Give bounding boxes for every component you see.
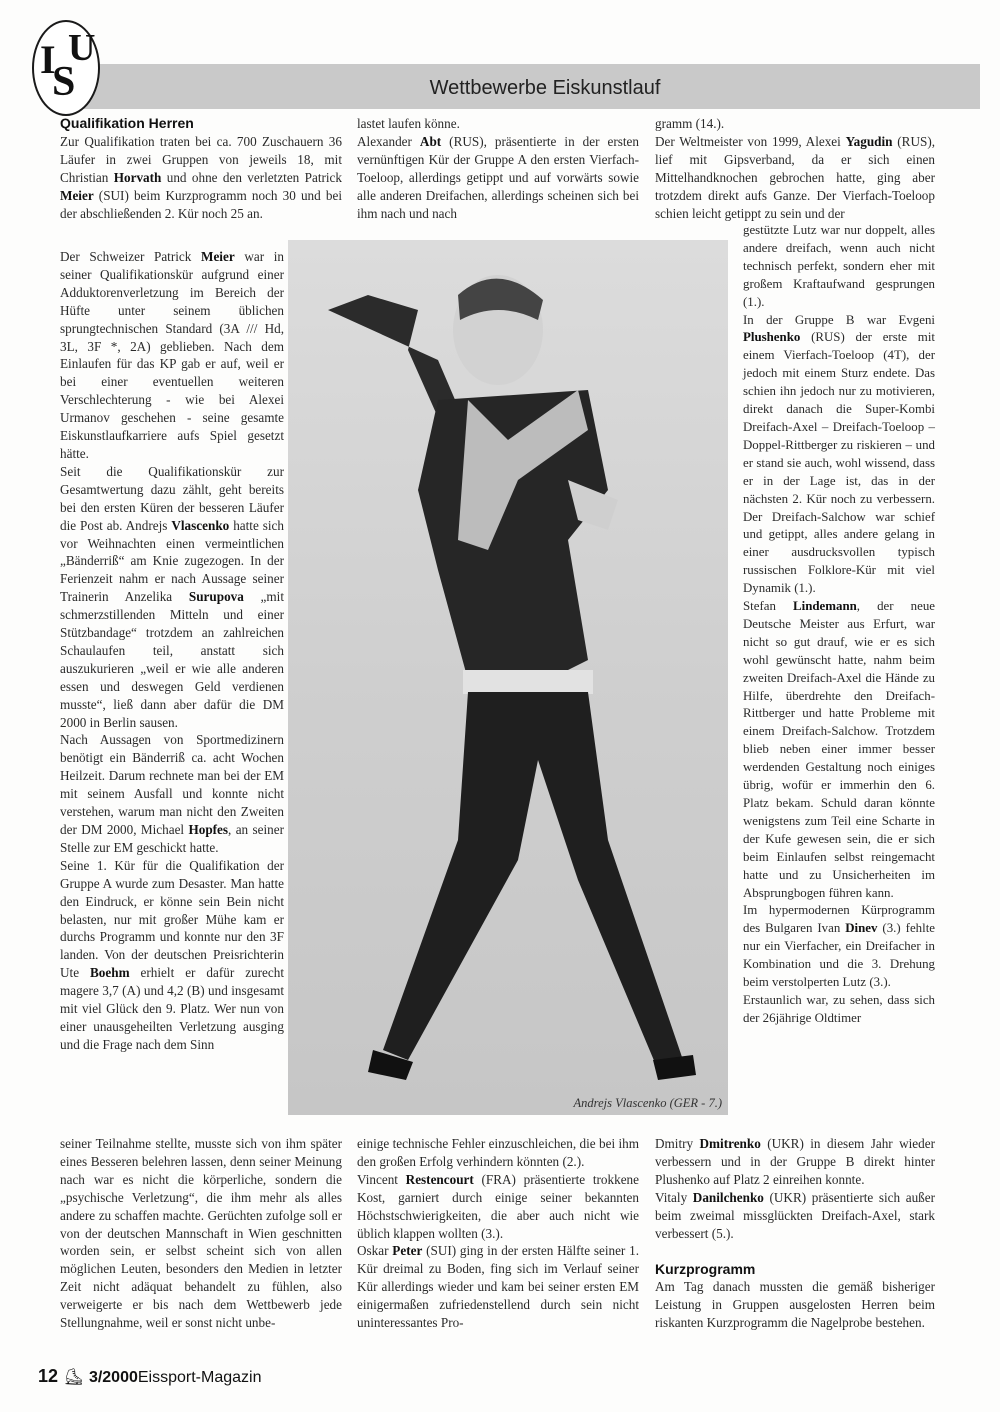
section-banner (80, 64, 980, 109)
paragraph-intro: Zur Qualifikation traten bei ca. 700 Zuschauern 36 Läufer in zwei Gruppen von jeweils 18, mit Christian Horvath und ohne den verletzten Patrick Meier (SUI) beim Kurzprogramm noch 30 und bei der abschließenden 2. Kür noch 25 an. (60, 134, 343, 221)
heading-kurzprogramm: Kurzprogramm (655, 1261, 756, 1278)
skater-photo (288, 240, 728, 1115)
column-2-bottom: einige technische Fehler einzuschleichen, die bei ihm den großen Erfolg verhindern könnten (2.). Vincent Restencourt (FRA) präsentierte trokkene Kost, garniert durch einige seiner bekannten Höchstschwierigkeiten, die aber auch nicht wie üblich klappen wollten (3.). Oskar Peter (SUI) ging in der ersten Hälfte seiner 1. Kür dreimal zu Boden, fing sich im Verlauf seiner Kür allerdings wieder und kam bei seiner ersten EM einigermaßen zufriedenstellend durch sein nicht uninteressantes Pro- (357, 1136, 640, 1331)
column-3-narrow: gestützte Lutz war nur doppelt, alles andere dreifach, wenn auch nicht technisch perfekt, sondern eher mit großem Kraftaufwand gesprungen (1.). In der Gruppe B war Evgeni Plushenko (RUS) der erste mit einem Vierfach-Toeloop (4T), der jedoch mit einem Sturz endete. Das schien ihn jedoch nur zu motivieren, direkt danach die Super-Kombi Dreifach-Axel – Dreifach-Toeloop – Doppel-Rittberger zu riskieren – und er stand sie auch, wohl wissend, dass er in der Lage ist, das in der nächsten 2. Kür noch zu verbessern. Der Dreifach-Salchow war schief und getippt, alles andere gelang in einer ausdrucksvollen typisch russischen Folklore-Kür mit viel Dynamik (1.). Stefan Lindemann, der neue Deutsche Meister aus Erfurt, war nicht so gut drauf, wie er es sich wohl gewünscht hatte, nahm beim zweiten Dreifach-Axel die Hände zu Hilfe, überdrehte den Dreifach-Rittberger und hatte Probleme mit einem Dreifach-Salchow. Trotzdem blieb neben einer immer besser werdenden Gestaltung noch einiges übrig, wofür er immerhin den 6. Platz bekam. Schuld daran könnte wenigstens zum Teil eine Scharte in der Kufe gewesen sein, die er sich beim Einlaufen selbst reingemacht hatte und zu Unsicherheiten im Absprungbogen führen kann. Im hypermodernen Kürprogramm des Bulgaren Ivan Dinev (3.) fehlte nur ein Vierfacher, ein Dreifacher in Kombination und die 3. Drehung beim verstolperten Lutz (3.). Erstaunlich war, zu sehen, dass sich der 26jährige Oldtimer (743, 223, 935, 1025)
column-3-top: gramm (14.). Der Weltmeister von 1999, Alexei Yagudin (RUS), lief mit Gipsverband, da er sich einen Mittelhandknochen gebrochen hatte, ging aber trotzdem direkt aufs Ganze. Der Vierfach-Toeloop schien leicht getippt zu sein und der (655, 116, 936, 221)
paragraph: Der Schweizer Patrick Meier war in seiner Qualifikationskür aufgrund einer Adduktorenverletzung im Bereich der Hüfte unter seinem üblichen sprungtechnischen Standard (3A /// Hd, 3L, 3F *, 2A) geblieben. Nach dem Einlaufen für das KP gab er auf, weil er bei einer eventuellen weiteren Verschlechterung - wie bei Alexei Urmanov geschehen - seine gesamte Eiskunstlaufkarriere aufs Spiel gesetzt hätte. (60, 249, 284, 461)
isu-logo (32, 20, 100, 116)
column-1-top (60, 115, 282, 132)
paragraph: Nach Aussagen von Sportmedizinern benötigt ein Bänderriß ca. acht Wochen Heilzeit. Darum rechnete man bei der EM mit seinem Ausfall und konnte nicht verstehen, warum man nicht den Zweiten der DM 2000, Michael Hopfes, an seiner Stelle zur EM geschickt hatte. (60, 732, 285, 855)
column-1-narrow (60, 248, 284, 1054)
page-number: 12 (38, 1366, 59, 1386)
magazine-name: Eissport-Magazin (137, 1369, 262, 1386)
paragraph: Seit die Qualifikationskür zur Gesamtwertung dazu zählt, geht bereits bei den ersten Küren der besseren Läufer die Post ab. Andrejs Vlascenko hatte sich vor Weihnachten einen vermeintlichen „Bänderriß“ am Knie zugezogen. In der Ferienzeit nahm er nach Aussage seiner Trainerin Anzelika Surupova „mit schmerzstillenden Mitteln und einer Stützbandage“ trotzdem an zahlreichen Schaulaufen teil, anstatt sich auszukurieren „weil er wie alle anderen essen und deswegen Geld verdienen musste“, ließ dann aber dafür die DM 2000 in Berlin sausen. (60, 463, 284, 730)
paragraph: Seine 1. Kür für die Qualifikation der Gruppe A wurde zum Desaster. Man hatte den Eindruck, er könne sein Bein nicht belasten, nur mit großer Mühe kam er durchs Programm und konnte nur den 3F landen. Von der deutschen Preisrichterin Ute Boehm erhielt er dafür zurecht magere 3,7 (A) und 4,2 (B) und insgesamt mit viel Glück den 9. Platz. Wer nun von einer unausgeheilten Verletzung ausging und die Frage nach dem Sinn (60, 857, 284, 1052)
logo-letter: S (52, 59, 76, 105)
skater-figure (288, 240, 728, 1115)
issue-number: 3/2000 (88, 1369, 138, 1386)
section-title: Wettbewerbe Eiskunstlauf (429, 77, 661, 99)
logo-letter: I (40, 37, 56, 82)
column-2-top: lastet laufen könne. Alexander Abt (RUS), präsentierte in der ersten vernünftigen Kür der Gruppe A den ersten Vierfach-Toeloop, allerdings getippt und auf vorwärts sowie alle anderen Dreifachen, allerdings scheinen sich bei ihm nach und nach (357, 116, 639, 221)
logo-letter: U (68, 27, 96, 69)
photo-caption: Andrejs Vlascenko (GER - 7.) (573, 1096, 722, 1110)
page-footer (38, 1366, 261, 1387)
column-1-bottom: seiner Teilnahme stellte, musste sich von ihm später eines Besseren belehren lassen, denn seiner Meinung nach war es nicht die körperliche, sondern die „psychische Verletzung“, die ihm mehr als alles andere zu schaffen machte. Gerüchten zufolge soll er von der deutschen Mannschaft in Wien geschnitten worden sein, er selbst scheint sich von allen möglichen Leuten, besonders den Medien in letzter Zeit nicht adäquat behandelt zu fühlen, also verweigerte er bis nach dem Wettbewerb jede Stellungnahme, weil er sonst nicht unbe- (60, 1136, 342, 1331)
heading-qualifikation: Qualifikation Herren (60, 115, 194, 131)
column-3-bottom: Dmitry Dmitrenko (UKR) in diesem Jahr wieder verbessern und in der Gruppe B direkt hinter Plushenko auf Platz 2 einreihen konnte. Vitaly Danilchenko (UKR) präsentierte sich außer beim zweimal missglückten Dreifach-Axel, stark verbessert (5.). Kurzprogramm Am Tag danach mussten die gemäß bisheriger Leistung in Gruppen ausgelosten Herren beim riskanten Kurzprogramm die Nagelprobe bestehen. (655, 1136, 936, 1331)
skate-icon: ⛸ (63, 1369, 84, 1386)
